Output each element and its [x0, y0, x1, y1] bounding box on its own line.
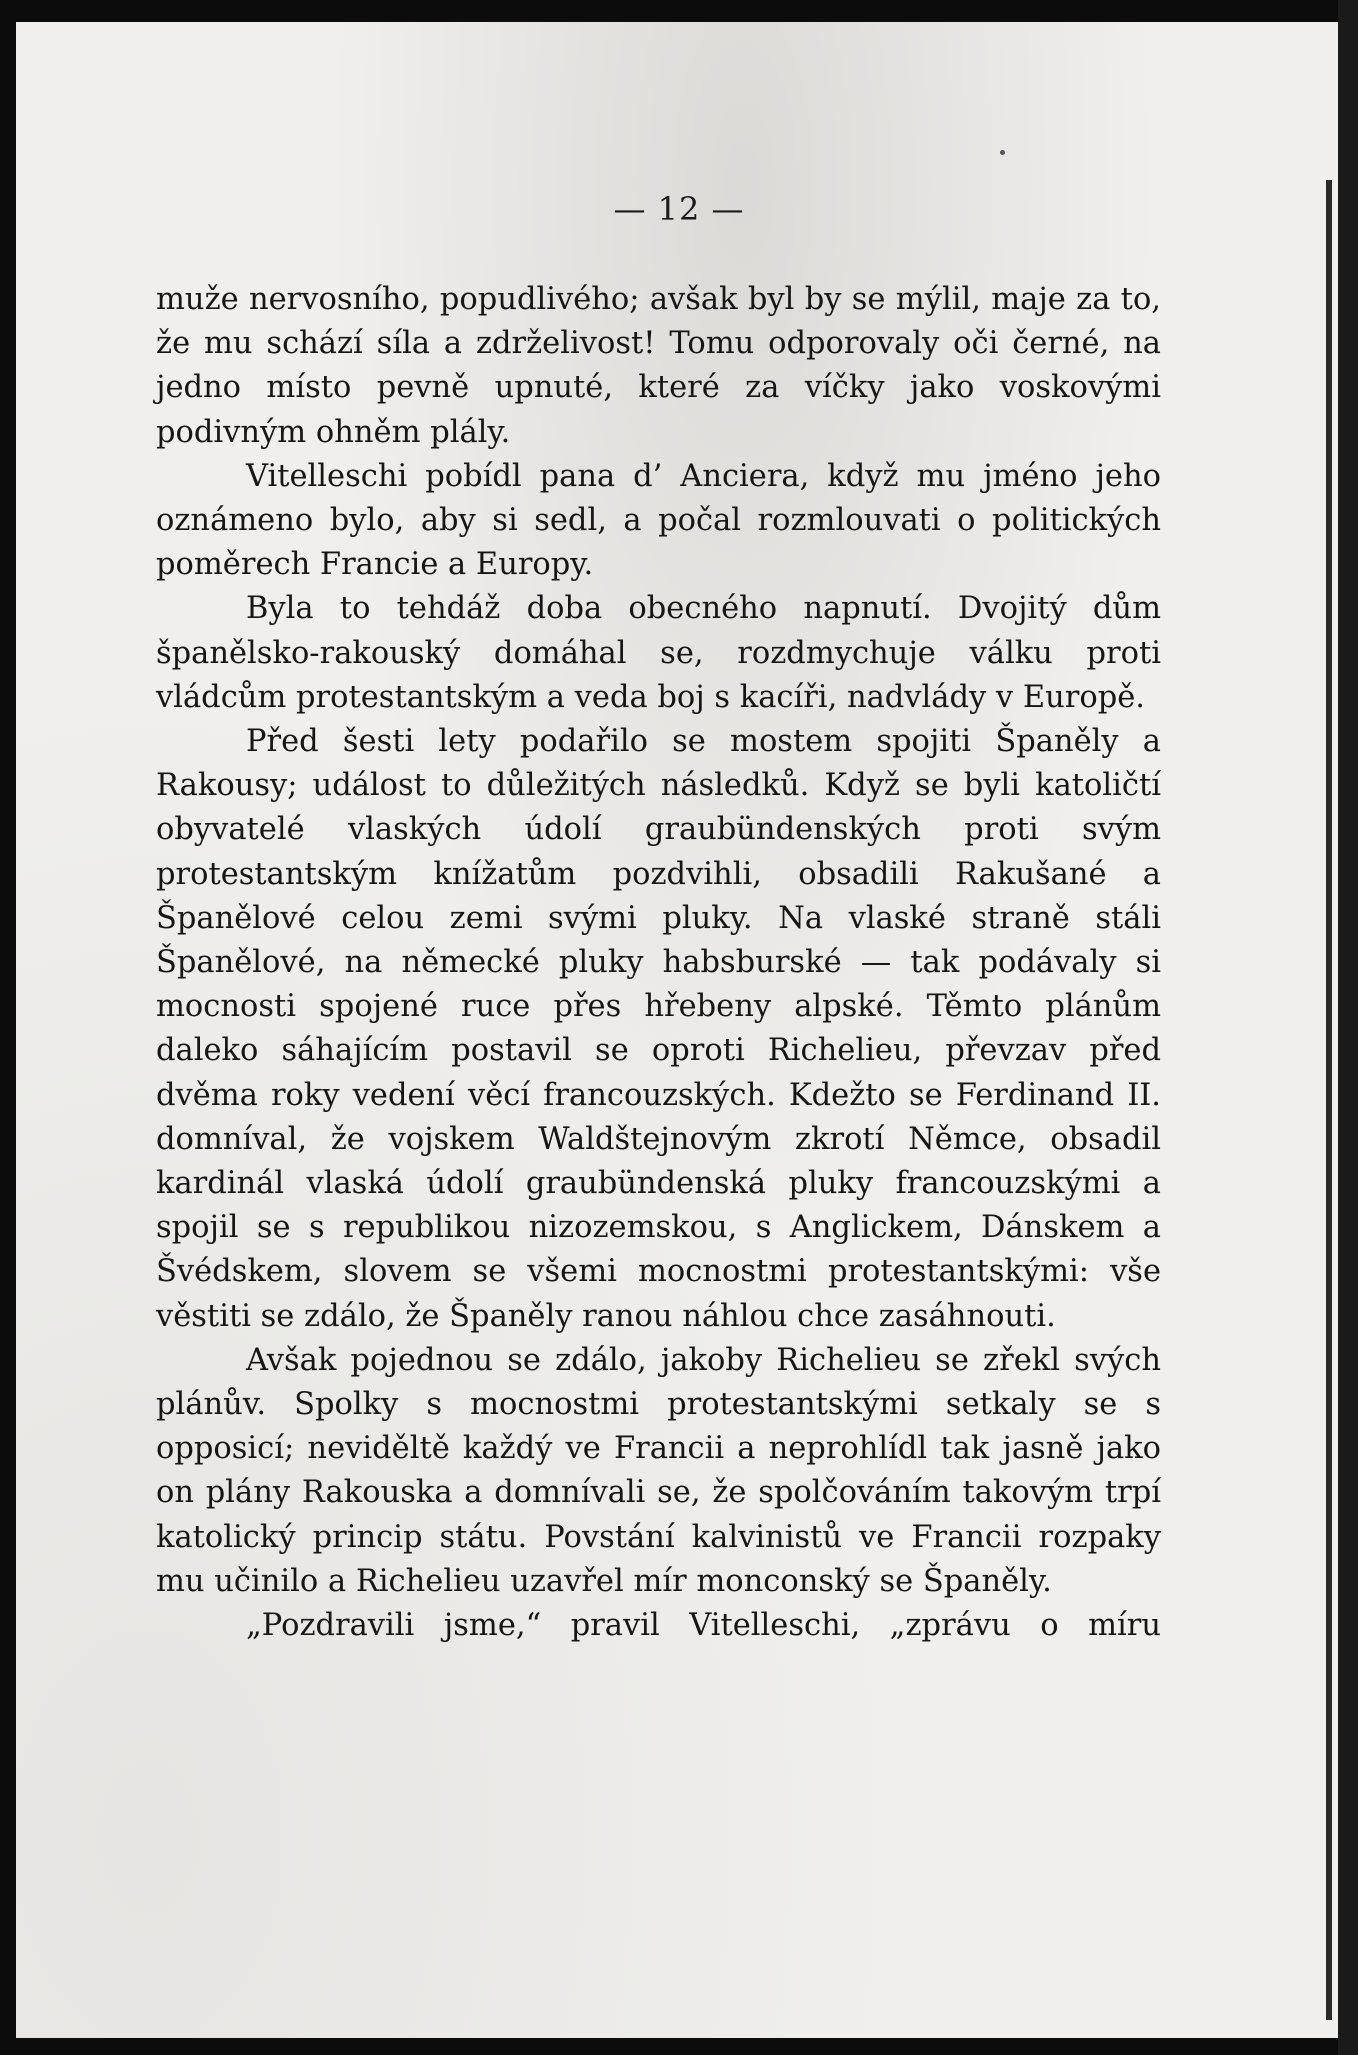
- paragraph-3: Byla to tehdáž doba obecného napnutí. Dvojitý dům španělsko-rakouský domáhal se, rozdmychuje válku proti vládcům protestantským a veda boj s kacíři, nadvlády v Europě.: [156, 591, 1161, 715]
- paragraph-5: Avšak pojednou se zdálo, jakoby Richelieu se zřekl svých plánův. Spolky s mocnostmi protestantskými setkaly se s opposicí; neviděltě každý ve Francii a neprohlídl tak jasně jako on plány Rakouska a domnívali se, že spolčováním takovým trpí katolický princip státu. Povstání kalvinistů ve Francii rozpaky mu učinilo a Richelieu uzavřel mír monconský se Španěly.: [156, 1342, 1161, 1599]
- binding-shadow: [1338, 0, 1358, 2055]
- paragraph-6: „Pozdravili jsme,“ pravil Vitelleschi, „zprávu o míru: [246, 1608, 1161, 1644]
- body-text: [156, 278, 1161, 1648]
- paragraph-1: muže nervosního, popudlivého; avšak byl by se mýlil, maje za to, že mu schází síla a zdrželivost! Tomu odporovaly oči černé, na jedno místo pevně upnuté, které za víčky jako voskovými podivným ohněm plály.: [156, 282, 1161, 450]
- page-number: — 12 —: [613, 190, 745, 228]
- paper-speck: [1000, 150, 1005, 155]
- paragraph-4: Před šesti lety podařilo se mostem spojiti Španěly a Rakousy; událost to důležitých následků. Když se byli katoličtí obyvatelé vlaských údolí graubündenských proti svým protestantským knížatům pozdvihli, obsadili Rakušané a Španělové celou zemi svými pluky. Na vlaské straně stáli Španělové, na německé pluky habsburské — tak podávaly si mocnosti spojené ruce přes hřebeny alpské. Těmto plánům daleko sáhajícím postavil se oproti Richelieu, převzav před dvěma roky vedení věcí francouzských. Kdežto se Ferdinand II. domníval, že vojskem Waldštejnovým zkrotí Němce, obsadil kardinál vlaská údolí graubündenská pluky francouzskými a spojil se s republikou nizozemskou, s Anglickem, Dánskem a Švédskem, slovem se všemi mocnostmi protestantskými: vše věstiti se zdálo, že Španěly ranou náhlou chce zasáhnouti.: [156, 724, 1161, 1334]
- paragraph-2: Vitelleschi pobídl pana d’ Anciera, když mu jméno jeho oznámeno bylo, aby si sedl, a počal rozmlouvati o politických poměrech Francie a Europy.: [156, 458, 1161, 583]
- page-edge-line: [1326, 180, 1332, 2020]
